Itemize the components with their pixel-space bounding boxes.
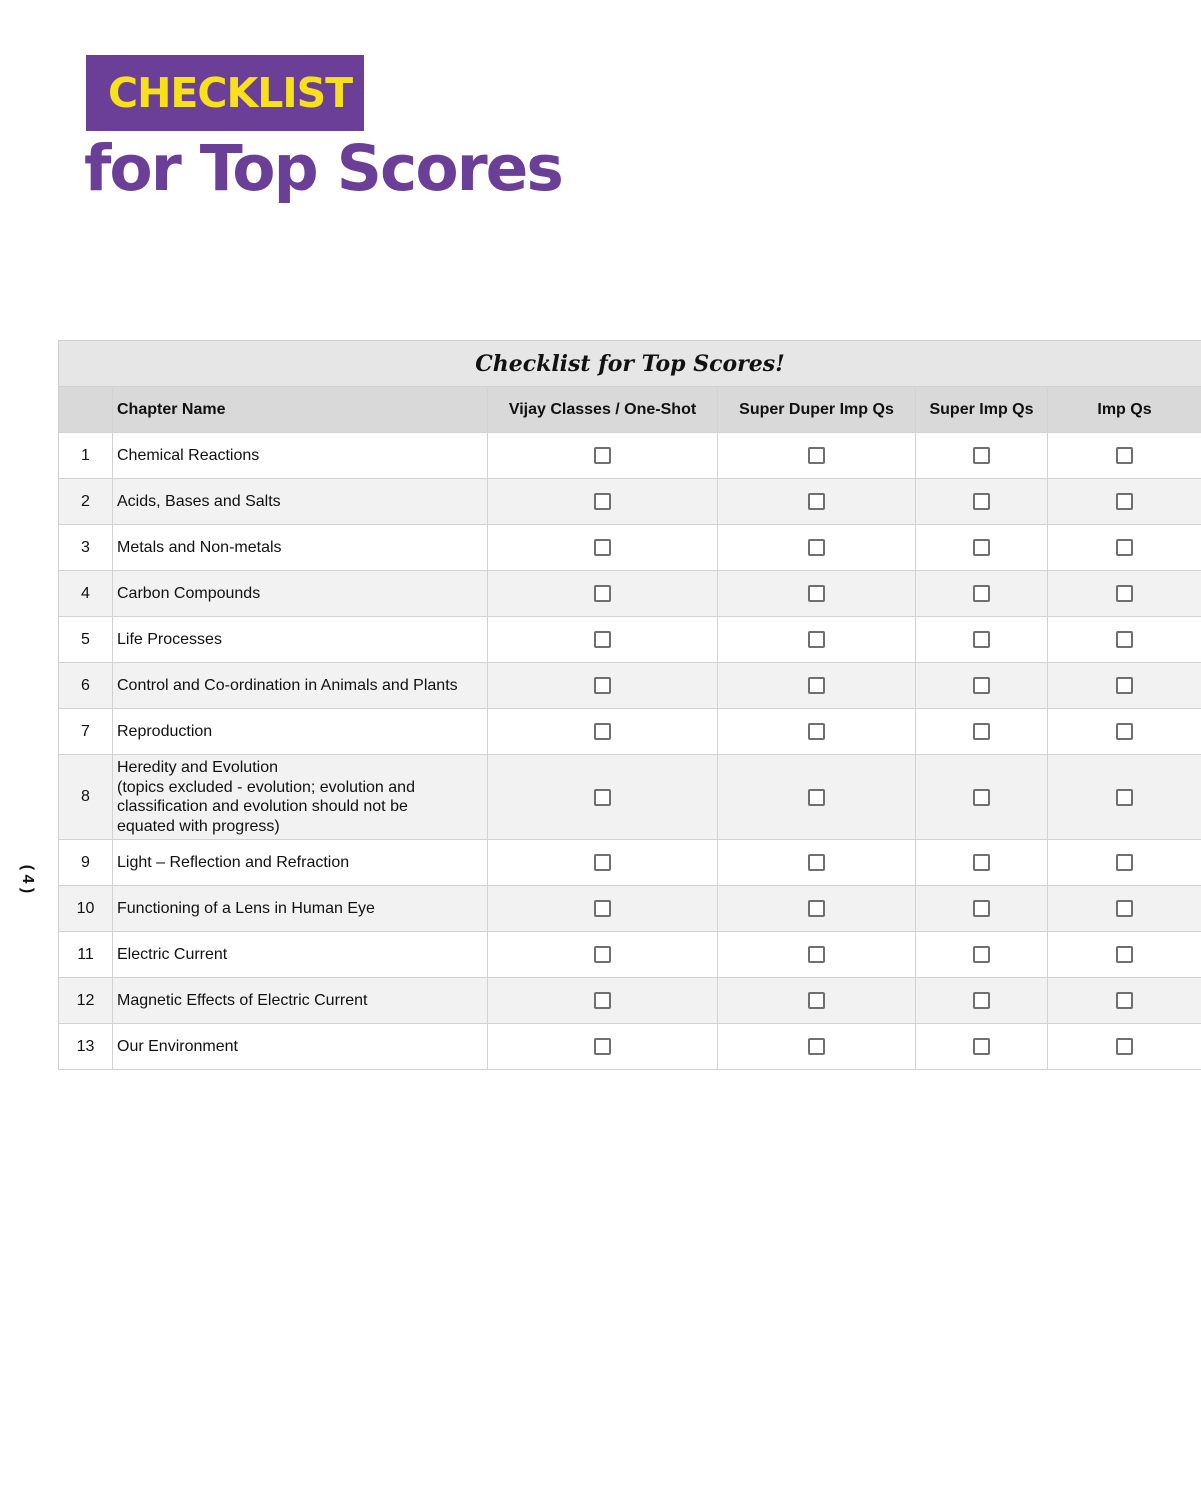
cell-vijay — [488, 571, 718, 616]
cell-vijay — [488, 932, 718, 977]
cell-vijay — [488, 978, 718, 1023]
row-number: 12 — [59, 978, 113, 1023]
row-number: 5 — [59, 617, 113, 662]
cell-imp — [1048, 571, 1201, 616]
checkbox-icon[interactable] — [1116, 900, 1133, 917]
checkbox-icon[interactable] — [973, 631, 990, 648]
row-number: 6 — [59, 663, 113, 708]
checkbox-icon[interactable] — [973, 946, 990, 963]
chapter-name: Metals and Non-metals — [113, 525, 488, 570]
cell-super-imp — [916, 433, 1048, 478]
cell-vijay — [488, 1024, 718, 1069]
cell-super-imp — [916, 617, 1048, 662]
table-row — [59, 1024, 1201, 1070]
cell-super-duper — [718, 1024, 916, 1069]
checkbox-icon[interactable] — [1116, 1038, 1133, 1055]
chapter-name-line: (topics excluded - evolution; evolution and — [117, 778, 415, 796]
checkbox-icon[interactable] — [1116, 946, 1133, 963]
checkbox-icon[interactable] — [808, 493, 825, 510]
cell-imp — [1048, 663, 1201, 708]
table-row — [59, 755, 1201, 840]
checkbox-icon[interactable] — [973, 723, 990, 740]
cell-vijay — [488, 840, 718, 885]
header-super-imp: Super Imp Qs — [916, 387, 1048, 432]
page-title: for Top Scores — [84, 132, 562, 205]
chapter-name: Light – Reflection and Refraction — [113, 840, 488, 885]
cell-super-imp — [916, 571, 1048, 616]
table-row — [59, 571, 1201, 617]
checkbox-icon[interactable] — [594, 677, 611, 694]
cell-imp — [1048, 932, 1201, 977]
checkbox-icon[interactable] — [1116, 539, 1133, 556]
cell-super-duper — [718, 932, 916, 977]
cell-imp — [1048, 1024, 1201, 1069]
checkbox-icon[interactable] — [808, 1038, 825, 1055]
cell-super-imp — [916, 709, 1048, 754]
row-number: 10 — [59, 886, 113, 931]
checkbox-icon[interactable] — [594, 585, 611, 602]
cell-super-imp — [916, 755, 1048, 839]
checkbox-icon[interactable] — [1116, 447, 1133, 464]
checkbox-icon[interactable] — [1116, 854, 1133, 871]
cell-imp — [1048, 617, 1201, 662]
table-row — [59, 663, 1201, 709]
checkbox-icon[interactable] — [1116, 493, 1133, 510]
checkbox-icon[interactable] — [973, 789, 990, 806]
cell-imp — [1048, 755, 1201, 839]
checklist-table — [58, 340, 1201, 1070]
checklist-badge — [86, 55, 364, 131]
chapter-name — [113, 755, 488, 839]
header-super-duper-imp: Super Duper Imp Qs — [718, 387, 916, 432]
cell-super-duper — [718, 617, 916, 662]
checkbox-icon[interactable] — [973, 585, 990, 602]
checkbox-icon[interactable] — [808, 992, 825, 1009]
cell-super-duper — [718, 755, 916, 839]
cell-super-imp — [916, 525, 1048, 570]
cell-imp — [1048, 709, 1201, 754]
header-vijay-classes: Vijay Classes / One-Shot — [488, 387, 718, 432]
checkbox-icon[interactable] — [973, 493, 990, 510]
chapter-name: Our Environment — [113, 1024, 488, 1069]
cell-imp — [1048, 886, 1201, 931]
cell-super-imp — [916, 1024, 1048, 1069]
checkbox-icon[interactable] — [594, 493, 611, 510]
cell-imp — [1048, 479, 1201, 524]
cell-super-imp — [916, 840, 1048, 885]
checkbox-icon[interactable] — [594, 900, 611, 917]
header-number — [59, 387, 113, 432]
table-caption: Checklist for Top Scores! — [59, 341, 1201, 387]
checkbox-icon[interactable] — [973, 539, 990, 556]
chapter-name: Electric Current — [113, 932, 488, 977]
checkbox-icon[interactable] — [1116, 631, 1133, 648]
checkbox-icon[interactable] — [808, 900, 825, 917]
checkbox-icon[interactable] — [808, 631, 825, 648]
chapter-name-line: Heredity and Evolution — [117, 759, 278, 776]
header-chapter-name: Chapter Name — [113, 387, 488, 432]
cell-imp — [1048, 433, 1201, 478]
checkbox-icon[interactable] — [1116, 992, 1133, 1009]
checkbox-icon[interactable] — [808, 854, 825, 871]
checkbox-icon[interactable] — [594, 992, 611, 1009]
chapter-name-line: classification and evolution should not be — [117, 798, 408, 815]
row-number: 2 — [59, 479, 113, 524]
page-number: ( 4 ) — [19, 864, 36, 894]
table-row — [59, 525, 1201, 571]
table-body — [59, 433, 1201, 1070]
cell-super-duper — [718, 663, 916, 708]
row-number: 1 — [59, 433, 113, 478]
chapter-name: Acids, Bases and Salts — [113, 479, 488, 524]
checkbox-icon[interactable] — [808, 447, 825, 464]
chapter-name: Magnetic Effects of Electric Current — [113, 978, 488, 1023]
table-row — [59, 617, 1201, 663]
checkbox-icon[interactable] — [973, 447, 990, 464]
checkbox-icon[interactable] — [594, 946, 611, 963]
cell-imp — [1048, 525, 1201, 570]
cell-super-duper — [718, 709, 916, 754]
chapter-name: Carbon Compounds — [113, 571, 488, 616]
row-number: 4 — [59, 571, 113, 616]
row-number: 13 — [59, 1024, 113, 1069]
cell-super-imp — [916, 479, 1048, 524]
checkbox-icon[interactable] — [808, 789, 825, 806]
checkbox-icon[interactable] — [594, 854, 611, 871]
cell-imp — [1048, 978, 1201, 1023]
row-number: 3 — [59, 525, 113, 570]
header-imp: Imp Qs — [1097, 400, 1152, 418]
chapter-name-line: equated with progress) — [117, 817, 280, 835]
checkbox-icon[interactable] — [808, 585, 825, 602]
checkbox-icon[interactable] — [594, 539, 611, 556]
table-row — [59, 433, 1201, 479]
checkbox-icon[interactable] — [808, 946, 825, 963]
cell-vijay — [488, 617, 718, 662]
cell-super-duper — [718, 978, 916, 1023]
cell-super-imp — [916, 886, 1048, 931]
cell-super-duper — [718, 479, 916, 524]
row-number: 8 — [59, 755, 113, 839]
row-number: 11 — [59, 932, 113, 977]
cell-vijay — [488, 755, 718, 839]
checkbox-icon[interactable] — [973, 900, 990, 917]
checkbox-icon[interactable] — [1116, 789, 1133, 806]
cell-super-imp — [916, 663, 1048, 708]
table-row — [59, 709, 1201, 755]
checkbox-icon[interactable] — [973, 1038, 990, 1055]
chapter-name: Control and Co-ordination in Animals and Plants — [113, 663, 488, 708]
chapter-name: Functioning of a Lens in Human Eye — [113, 886, 488, 931]
cell-super-duper — [718, 525, 916, 570]
chapter-name-lines — [117, 758, 415, 836]
table-row — [59, 840, 1201, 886]
cell-super-duper — [718, 886, 916, 931]
table-header-row — [59, 387, 1201, 433]
chapter-name: Chemical Reactions — [113, 433, 488, 478]
table-row — [59, 932, 1201, 978]
cell-vijay — [488, 886, 718, 931]
cell-vijay — [488, 663, 718, 708]
badge-text: CHECKLIST — [108, 69, 353, 117]
chapter-name: Life Processes — [113, 617, 488, 662]
row-number: 7 — [59, 709, 113, 754]
cell-vijay — [488, 433, 718, 478]
table-row — [59, 978, 1201, 1024]
chapter-name: Reproduction — [113, 709, 488, 754]
cell-super-imp — [916, 932, 1048, 977]
checkbox-icon[interactable] — [808, 677, 825, 694]
checkbox-icon[interactable] — [973, 992, 990, 1009]
table-row — [59, 479, 1201, 525]
checkbox-icon[interactable] — [1116, 585, 1133, 602]
checkbox-icon[interactable] — [594, 1038, 611, 1055]
checkbox-icon[interactable] — [808, 539, 825, 556]
cell-vijay — [488, 479, 718, 524]
cell-super-duper — [718, 433, 916, 478]
cell-super-imp — [916, 978, 1048, 1023]
row-number: 9 — [59, 840, 113, 885]
checkbox-icon[interactable] — [594, 631, 611, 648]
cell-vijay — [488, 525, 718, 570]
checkbox-icon[interactable] — [1116, 723, 1133, 740]
cell-super-duper — [718, 571, 916, 616]
table-row — [59, 886, 1201, 932]
checkbox-icon[interactable] — [594, 447, 611, 464]
cell-super-duper — [718, 840, 916, 885]
checkbox-icon[interactable] — [594, 789, 611, 806]
checkbox-icon[interactable] — [594, 723, 611, 740]
cell-imp — [1048, 840, 1201, 885]
checkbox-icon[interactable] — [973, 854, 990, 871]
checkbox-icon[interactable] — [808, 723, 825, 740]
checkbox-icon[interactable] — [1116, 677, 1133, 694]
cell-vijay — [488, 709, 718, 754]
checkbox-icon[interactable] — [973, 677, 990, 694]
